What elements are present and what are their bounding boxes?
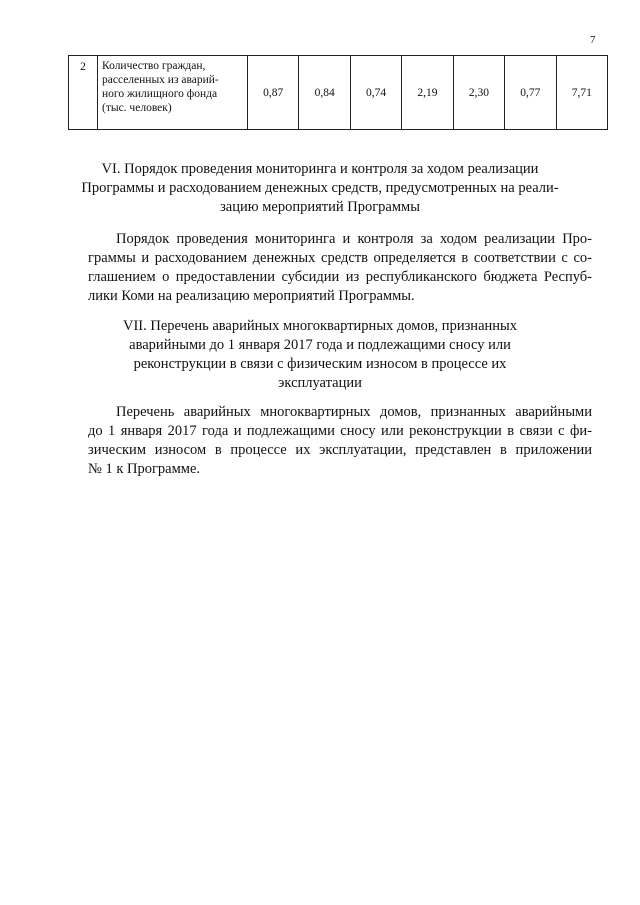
value-cell: 0,74 <box>350 56 401 130</box>
heading-line: Программы и расходованием денежных средств, предусмотренных на реали- <box>81 180 559 196</box>
section-7-paragraph <box>88 403 592 479</box>
row-label-line: (тыс. человек) <box>102 102 172 114</box>
section-7-heading <box>80 317 560 393</box>
value-cell: 0,87 <box>248 56 299 130</box>
paragraph-line: глашением о предоставлении субсидии из республиканского бюджета Респуб- <box>88 269 592 285</box>
value-cell: 2,30 <box>453 56 504 130</box>
heading-line: VI. Порядок проведения мониторинга и контроля за ходом реализации <box>101 161 539 177</box>
heading-line: эксплуатации <box>278 375 362 391</box>
heading-line: реконструкции в связи с физическим износом в процессе их <box>133 356 507 372</box>
table-row <box>69 56 608 130</box>
page-number: 7 <box>590 34 596 46</box>
paragraph-line: Порядок проведения мониторинга и контроля за ходом реализации Про- <box>116 231 592 247</box>
value-cell: 7,71 <box>556 56 607 130</box>
paragraph-line: № 1 к Программе. <box>88 461 201 477</box>
value-cell: 0,77 <box>505 56 556 130</box>
paragraph-line: Перечень аварийных многоквартирных домов, признанных аварийными <box>116 404 592 420</box>
paragraph-line: зическим износом в процессе их эксплуатации, представлен в приложении <box>88 442 592 458</box>
value-cell: 2,19 <box>402 56 453 130</box>
row-label-line: ного жилищного фонда <box>102 88 218 100</box>
paragraph-line: до 1 января 2017 года и подлежащими сносу или реконструкции в связи с фи- <box>88 423 592 439</box>
section-6-heading <box>80 160 560 217</box>
statistics-table <box>68 55 608 130</box>
row-label-cell <box>98 56 248 130</box>
row-label-line: Количество граждан, <box>102 60 206 72</box>
heading-line: аварийными до 1 января 2017 года и подлежащими сносу или <box>129 337 511 353</box>
heading-line: зацию мероприятий Программы <box>220 199 420 215</box>
section-6-paragraph <box>88 230 592 306</box>
row-label-line: расселенных из аварий- <box>102 74 219 86</box>
row-number-cell: 2 <box>69 56 98 130</box>
heading-line: VII. Перечень аварийных многоквартирных домов, признанных <box>122 318 518 334</box>
paragraph-line: граммы и расходованием денежных средств определяется в соответствии с со- <box>88 250 592 266</box>
value-cell: 0,84 <box>299 56 350 130</box>
paragraph-line: лики Коми на реализацию мероприятий Программы. <box>88 288 415 304</box>
